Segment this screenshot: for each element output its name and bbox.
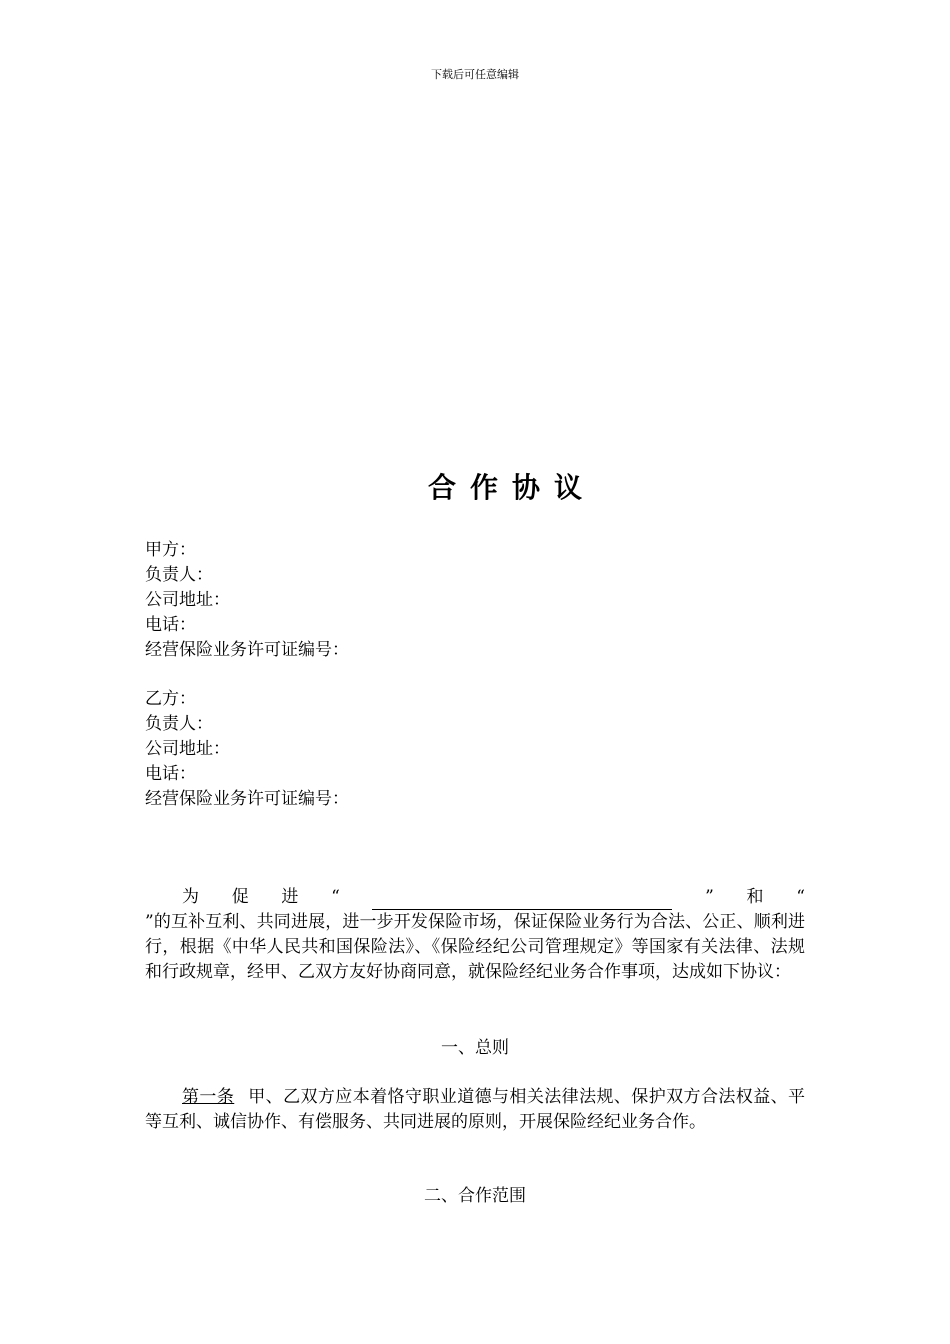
party-a-phone: 电话： — [145, 615, 196, 635]
preamble-paragraph — [145, 885, 805, 985]
party-b-address: 公司地址： — [145, 739, 230, 759]
preamble-word: 为 — [182, 887, 199, 907]
preamble-first-line — [145, 885, 805, 910]
party-b-block — [145, 687, 349, 812]
party-a-block — [145, 538, 349, 663]
party-a-leader: 负责人： — [145, 565, 213, 585]
article-one-text: 甲、乙双方应本着恪守职业道德与相关法律法规、保护双方合法权益、平等互利、诚信协作、有偿服务、共同进展的原则，开展保险经纪业务合作。 — [145, 1087, 806, 1132]
preamble-word: 进 — [281, 887, 299, 907]
party-b-phone: 电话： — [145, 764, 196, 784]
preamble-body: ”的互补互利、共同进展，进一步开发保险市场，保证保险业务行为合法、公正、顺利进行，根据《中华人民共和国保险法》、《保险经纪公司管理规定》等国家有关法律、法规和行政规章，经甲、乙双方友好协商同意，就保险经纪业务合作事项，达成如下协议： — [145, 912, 805, 982]
party-a-address: 公司地址： — [145, 590, 230, 610]
preamble-and: 和 — [746, 887, 764, 907]
preamble-quote-close: ” — [705, 887, 714, 907]
section-heading-scope: 二、合作范围 — [424, 1186, 526, 1206]
preamble-quote-open: “ — [331, 887, 340, 907]
article-one-label: 第一条 — [182, 1087, 235, 1107]
preamble-word: 促 — [231, 887, 249, 907]
header-note: 下载后可任意编辑 — [431, 68, 519, 81]
party-a-license: 经营保险业务许可证编号： — [145, 640, 349, 660]
preamble-quote-open-2: “ — [796, 887, 805, 907]
party-a-label: 甲方： — [145, 540, 196, 560]
party-b-label: 乙方： — [145, 689, 196, 709]
document-title: 合作协议 — [427, 471, 596, 504]
party-b-license: 经营保险业务许可证编号： — [145, 789, 349, 809]
section-heading-general: 一、总则 — [441, 1038, 509, 1058]
party-b-leader: 负责人： — [145, 714, 213, 734]
article-one — [145, 1085, 805, 1135]
party-name-blank — [372, 889, 672, 910]
